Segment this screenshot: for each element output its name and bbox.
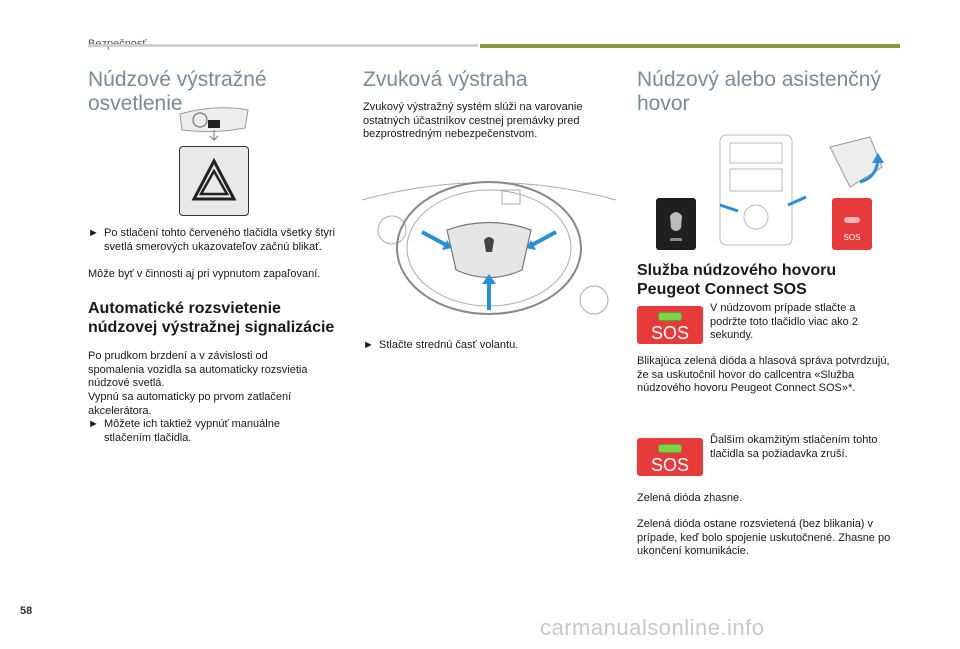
hazard-warning-icon [180,147,248,215]
header-rule [88,44,478,47]
bullet-arrow-icon: ► [363,339,374,351]
sos-small-label: SOS [843,233,861,242]
sos-label-cancel: SOS [650,455,689,475]
horn-bullet [363,339,613,353]
horn-intro: Zvukový výstražný systém slúži na varovanie ostatných účastníkov cestnej premávky pred bezprostredným nebezpečenstvom. [363,101,583,140]
peugeot-lion-icon [656,198,696,250]
auto-hazard-subtitle-line1: Automatické rozsvietenie [88,300,281,317]
sos-step2: Ďalším okamžitým stlačením tohto tlačidla sa požiadavka zruší. [710,434,878,460]
assistance-call-button[interactable] [656,198,696,250]
horn-bullet-text: Stlačte strednú časť volantu. [379,339,519,351]
auto-hazard-para: Po prudkom brzdení a v závislosti od spomalenia vozidla sa automaticky rozsvietia núdzové svetlá. [88,350,308,389]
hazard-bullet-text: Po stlačení tohto červeného tlačidla všetky štyri svetlá smerových ukazovateľov začnú blikať. [104,227,336,253]
auto-hazard-subtitle [88,299,353,337]
sos-led [658,312,682,321]
sos-service-subtitle [637,261,907,299]
auto-hazard-bullet [88,418,323,445]
sos-service-subtitle-line1: Služba núdzového hovoru [637,262,837,279]
sos-button[interactable] [637,306,703,344]
console-illustration [170,102,260,142]
auto-hazard-para2: Vypnú sa automaticky po prvom zatlačení akcelerátora. [88,391,292,417]
hazard-lights-title: Núdzové výstražné osvetlenie [88,68,267,115]
hazard-button[interactable] [179,146,249,216]
sos-step1: V núdzovom prípade stlačte a podržte toto tlačidlo viac ako 2 sekundy. [710,302,858,341]
emergency-call-title-line1: Núdzový alebo asistenčný [637,68,881,91]
sos-para2: Zelená dióda zhasne. [637,492,743,504]
page-number: 58 [20,605,33,617]
steering-wheel-illustration [362,160,616,320]
hazard-note: Môže byť v činnosti aj pri vypnutom zapaľovaní. [88,268,321,280]
sos-label: SOS [650,323,689,343]
hazard-bullet [88,227,343,254]
sos-service-subtitle-line2: Peugeot Connect SOS [637,281,807,298]
auto-hazard-subtitle-line2: núdzovej výstražnej signalizácie [88,319,335,336]
auto-hazard-bullet-text: Môžete ich taktiež vypnúť manuálne stlačením tlačidla. [104,418,280,444]
sos-button-small[interactable] [832,198,872,250]
emergency-call-title-line2: hovor [637,92,690,115]
bullet-arrow-icon: ► [88,418,99,430]
horn-title: Zvuková výstraha [363,68,528,91]
sos-led-small [844,217,860,223]
watermark: carmanualsonline.info [540,615,765,640]
sos-led-cancel [658,444,682,453]
header-accent-rule [480,44,900,48]
emergency-call-title [637,68,907,116]
sos-button-cancel[interactable] [637,438,703,476]
bullet-arrow-icon: ► [88,227,99,239]
sos-para1: Blikajúca zelená dióda a hlasová správa potvrdzujú, že sa uskutočnil hovor do callcentra «Služba núdzového hovoru Peugeot Connect SOS»*. [637,355,890,394]
sos-para3: Zelená dióda ostane rozsvietená (bez blikania) v prípade, keď bolo spojenie uskutočnené. Zhasne po ukončení komunikácie. [637,518,891,557]
